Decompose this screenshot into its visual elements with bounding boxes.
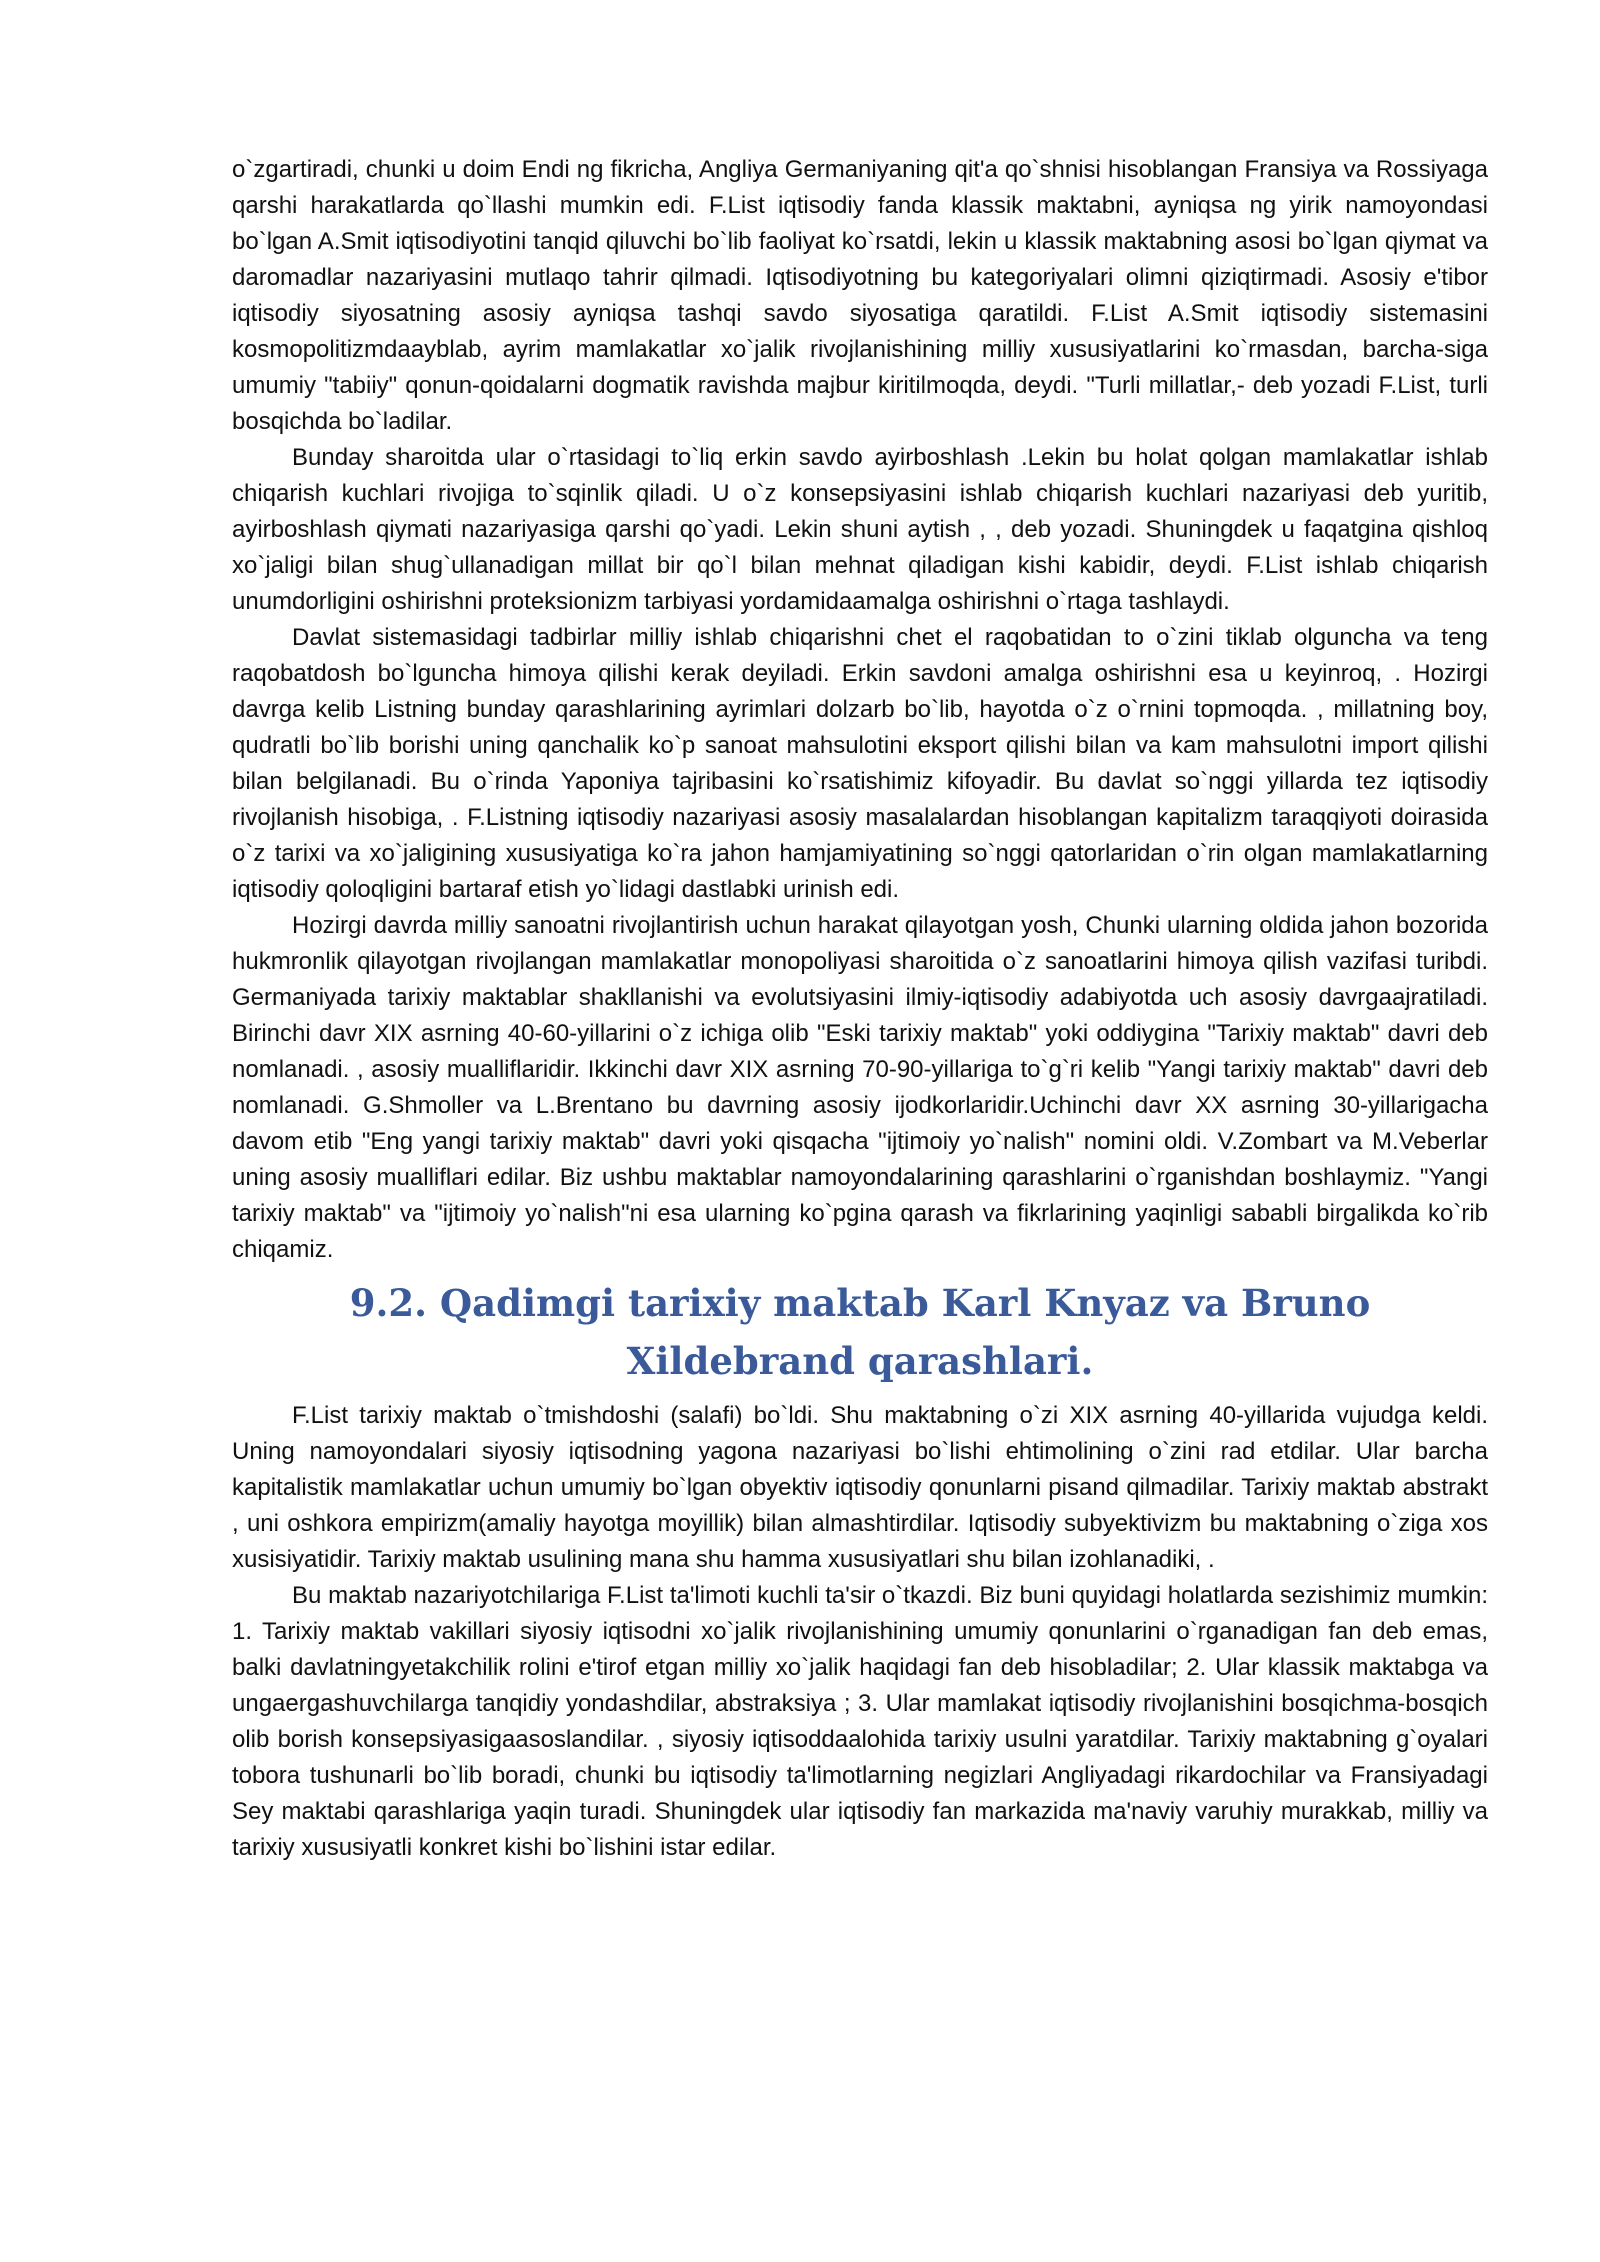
paragraph-list-influence: Bu maktab nazariyotchilariga F.List ta'limoti kuchli ta'sir o`tkazdi. Biz buni quyidagi holatlarda sezishimiz mumkin: 1. Tarixiy maktab vakillari siyosiy iqtisodni xo`jalik rivojlanishining umumiy qonunlarini o`rganadigan fan deb emas, balki davlatningyetakchilik rolini e'tirof etgan milliy xo`jalik haqidagi fan deb hisobladilar; 2. Ular klassik maktabga va ungaergashuvchilarga tanqidiy yondashdilar, abstraksiya ; 3. Ular mamlakat iqtisodiy rivojlanishini bosqichma-bosqich olib borish konsepsiyasigaasoslandilar. , siyosiy iqtisoddaalohida tarixiy usulni yaratdilar. Tarixiy maktabning g`oyalari tobora tushunarli bo`lib boradi, chunki bu iqtisodiy ta'limotlarning negizlari Angliyadagi rikardochilar va Fransiyadagi Sey maktabi qarashlariga yaqin turadi. Shuningdek ular iqtisodiy fan markazida ma'naviy varuhiy murakkab, milliy va tarixiy xususiyatli konkret kishi bo`lishini istar edilar. [232, 1582, 1488, 1861]
paragraph-list-predecessor: F.List tarixiy maktab o`tmishdoshi (salafi) bo`ldi. Shu maktabning o`zi XIX asrning 40-yillarida vujudga keldi. Uning namoyondalari siyosiy iqtisodning yagona nazariyasi bo`lishi ehtimolining o`zini rad etdilar. Ular barcha kapitalistik mamlakatlar uchun umumiy bo`lgan obyektiv iqtisodiy qonunlarni pisand qilmadilar. Tarixiy maktab abstrakt , uni oshkora empirizm(amaliy hayotga moyillik) bilan almashtirdilar. Iqtisodiy subyektivizm bu maktabning o`ziga xos xusisiyatidir. Tarixiy maktab usulining mana shu hamma xususiyatlari shu bilan izohlanadiki, . [232, 1402, 1488, 1573]
paragraph-state-measures: Davlat sistemasidagi tadbirlar milliy ishlab chiqarishni chet el raqobatidan to o`zini tiklab olguncha va teng raqobatdosh bo`lguncha himoya qilishi kerak deyiladi. Erkin savdoni amalga oshirishni esa u keyinroq, . Hozirgi davrga kelib Listning bunday qarashlarining ayrimlari dolzarb bo`lib, hayotda o`z o`rnini topmoqda. , millatning boy, qudratli bo`lib borishi uning qanchalik ko`p sanoat mahsulotini eksport qilishi bilan va kam mahsulotni import qilishi bilan belgilanadi. Bu o`rinda Yaponiya tajribasini ko`rsatishimiz kifoyadir. Bu davlat so`nggi yillarda tez iqtisodiy rivojlanish hisobiga, . F.Listning iqtisodiy nazariyasi asosiy masalalardan hisoblangan kapitalizm taraqqiyoti doirasida o`z tarixi va xo`jaligining xususiyatiga ko`ra jahon hamjamiyatining so`nggi qatorlaridan o`rin olgan mamlakatlarning iqtisodiy qoloqligini bartaraf etish yo`lidagi dastlabki urinish edi. [232, 624, 1488, 903]
paragraph-continuation: o`zgartiradi, chunki u doim Endi ng fikricha, Angliya Germaniyaning qit'a qo`shnisi hisoblangan Fransiya va Rossiyaga qarshi harakatlarda qo`llashi mumkin edi. F.List iqtisodiy fanda klassik maktabni, ayniqsa ng yirik namoyondasi bo`lgan A.Smit iqtisodiyotini tanqid qiluvchi bo`lib faoliyat ko`rsatdi, lekin u klassik maktabning asosi bo`lgan qiymat va daromadlar nazariyasini mutlaqo tahrir qilmadi. Iqtisodiyotning bu kategoriyalari olimni qiziqtirmadi. Asosiy e'tibor iqtisodiy siyosatning asosiy ayniqsa tashqi savdo siyosatiga qaratildi. F.List A.Smit iqtisodiy sistemasini kosmopolitizmdaayblab, ayrim mamlakatlar xo`jalik rivojlanishining milliy xususiyatlarini ko`rmasdan, barcha-siga umumiy "tabiiy" qonun-qoidalarni dogmatik ravishda majbur kiritilmoqda, deydi. "Turli millatlar,- deb yozadi F.List, turli bosqichda bo`ladilar. [232, 156, 1488, 435]
paragraph-historical-schools: Hozirgi davrda milliy sanoatni rivojlantirish uchun harakat qilayotgan yosh, Chunki ularning oldida jahon bozorida hukmronlik qilayotgan rivojlangan mamlakatlar monopoliyasi sharoitida o`z sanoatlarini himoya qilish vazifasi turibdi. Germaniyada tarixiy maktablar shakllanishi va evolutsiyasini ilmiy-iqtisodiy adabiyotda uch asosiy davrgaajratiladi. Birinchi davr XIX asrning 40-60-yillarini o`z ichiga olib "Eski tarixiy maktab" yoki oddiygina "Tarixiy maktab" davri deb nomlanadi. , asosiy mualliflaridir. Ikkinchi davr XIX asrning 70-90-yillariga to`g`ri kelib "Yangi tarixiy maktab" davri deb nomlanadi. G.Shmoller va L.Brentano bu davrning asosiy ijodkorlaridir.Uchinchi davr XX asrning 30-yillarigacha davom etib "Eng yangi tarixiy maktab" davri yoki qisqacha "ijtimoiy yo`nalish" nomini oldi. V.Zombart va M.Veberlar uning asosiy mualliflari edilar. Biz ushbu maktablar namoyondalarining qarashlarini o`rganishdan boshlaymiz. "Yangi tarixiy maktab" va "ijtimoiy yo`nalish"ni esa ularning ko`pgina qarash va fikrlarining yaqinligi sababli birgalikda ko`rib chiqamiz. [232, 912, 1488, 1263]
paragraph-free-trade: Bunday sharoitda ular o`rtasidagi to`liq erkin savdo ayirboshlash .Lekin bu holat qolgan mamlakatlar ishlab chiqarish kuchlari rivojiga to`sqinlik qiladi. U o`z konsepsiyasini ishlab chiqarish kuchlari nazariyasi deb yuritib, ayirboshlash qiymati nazariyasiga qarshi qo`yadi. Lekin shuni aytish , , deb yozadi. Shuningdek u faqatgina qishloq xo`jaligi bilan shug`ullanadigan millat bir qo`l bilan mehnat qiladigan kishi kabidir, deydi. F.List ishlab chiqarish unumdorligini oshirishni proteksionizm tarbiyasi yordamidaamalga oshirishni o`rtaga tashlaydi. [232, 444, 1488, 615]
section-heading: 9.2. Qadimgi tarixiy maktab Karl Knyaz va Bruno Xildebrand qarashlari. [349, 1281, 1371, 1383]
document-page [232, 152, 1488, 1866]
